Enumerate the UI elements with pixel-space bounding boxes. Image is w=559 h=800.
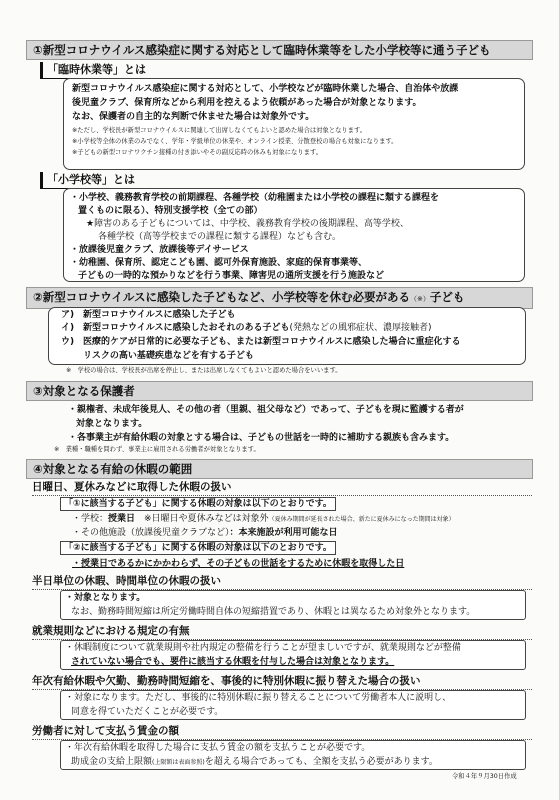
rinji-line: 後児童クラブ、保育所などから利用を控えるよう依頼があった場合が対象となります。 — [72, 98, 422, 108]
rinji-box — [63, 78, 525, 170]
e-box — [60, 740, 526, 770]
section2-note: ※ 学校の場合は、学校長が出席を停止し、または出席しなくてもよいと認めた場合をいいます。 — [66, 367, 342, 374]
section4-header: ④対象となる有給の休暇の範囲 — [26, 459, 533, 479]
item-text: 新型コロナウイルスに感染した子ども — [83, 310, 236, 320]
item-marker: ウ) — [61, 337, 75, 347]
d-line: 同意を得ていただくことが必要です。 — [71, 707, 224, 717]
a2-line1: ・授業日であるかにかかわらず、その子どもの世話をするために休暇を取得した日 — [72, 559, 405, 569]
s4-sub-e-title: 労働者に対して支払う賃金の額 — [32, 724, 532, 740]
s4-sub-d-title: 年次有給休暇や欠勤、勤務時間短縮を、事後的に特別休暇に振り替えた場合の扱い — [32, 674, 532, 690]
section2-box — [48, 307, 526, 365]
rinji-note: ※ただし、学校長が新型コロナウイルスに関連して出席しなくてもよいと認めた場合は対象となります。 — [72, 127, 367, 134]
shogakko-line: ★障害のある子どもについては、中学校、義務教育学校の後期課程、高等学校、 — [86, 219, 409, 229]
item-text: 新型コロナウイルスに感染したおそれのある子ども(発熱などの風邪症状、濃厚接触者) — [83, 323, 432, 333]
a1-line2: ・その他施設（放課後児童クラブなど）：本来施設が利用可能な日 — [72, 528, 338, 538]
b-line: なお、勤務時間短縮は所定労働時間自体の短縮措置であり、休暇とは異なるため対象外となります。 — [71, 607, 476, 617]
rinji-line: 新型コロナウイルス感染症に関する対応として、小学校などが臨時休業した場合、自治体や放課 — [72, 84, 459, 94]
d-line: ・対象になります。ただし、事後的に特別休暇に振り替えることについて労働者本人に説明し、 — [65, 693, 452, 703]
s3-line: 対象となります。 — [76, 419, 148, 429]
section3-header: ③対象となる保護者 — [26, 381, 533, 401]
d-box — [60, 690, 526, 720]
b-box — [60, 590, 526, 620]
shogakko-line: ・放課後児童クラブ、放課後等デイサービス — [70, 245, 249, 255]
creation-date: 令和４年９月30日作成 — [452, 773, 517, 780]
s3-note: ※ 業種・職種を問わず、事業主に雇用される労働者が対象となります。 — [54, 446, 260, 453]
section2-header: ②新型コロナウイルスに感染した子どもなど、小学校等を休む必要がある（※）子ども — [26, 287, 533, 309]
shogakko-line: 子どもの一時的な預かりなどを行う事業、障害児の通所支援を行う施設など — [78, 271, 385, 281]
c-line: されていない場合でも、要件に該当する休暇を付与した場合は対象となります。 — [71, 657, 395, 667]
shogakko-box — [63, 188, 525, 282]
shogakko-line: ・幼稚園、保育所、認定こども園、認可外保育施設、家庭的保育事業等、 — [70, 258, 368, 268]
s3-line: ・各事業主が有給休暇の対象とする場合は、子どもの世話を一時的に補助する親族も含みます。 — [68, 433, 455, 443]
rinji-label: 「臨時休業等」とは — [40, 62, 146, 79]
a2-head: 「②に該当する子ども」に関する休暇の対象は以下のとおりです。 — [60, 541, 336, 555]
section1-header: ①新型コロナウイルス感染症に関する対応として臨時休業等をした小学校等に通う子ども — [26, 40, 533, 60]
e-line: 助成金の支給上限額(上限額は表面参照)を超える場合であっても、全額を支払う必要があります。 — [71, 757, 438, 767]
shogakko-label: 「小学校等」とは — [40, 172, 135, 189]
c-line: ・休暇制度について就業規則や社内規定の整備を行うことが望ましいですが、就業規則などが整備 — [65, 643, 461, 653]
shogakko-line: ・小学校、義務教育学校の前期課程、各種学校（幼稚園または小学校の課程に類する課程を — [70, 193, 440, 203]
rinji-note: ※子どもの新型コロナワクチン接種の付き添いやその副反応時の休みも対象になります。 — [72, 149, 323, 156]
b-line: ・対象となります。 — [65, 593, 146, 603]
c-box — [60, 640, 526, 670]
s3-line: ・親権者、未成年後見人、その他の者（里親、祖父母など）であって、子どもを現に監護する者が — [68, 405, 464, 415]
s4-sub-c-title: 就業規則などにおける規定の有無 — [32, 624, 532, 640]
shogakko-line: 各種学校（高等学校までの課程に類する課程）なども含む。 — [98, 232, 342, 242]
rinji-line: なお、保護者の自主的な判断で休ませた場合は対象外です。 — [72, 112, 315, 122]
s4-sub-b-title: 半日単位の休暇、時間単位の休暇の扱い — [32, 574, 532, 590]
e-line: ・年次有給休暇を取得した場合に支払う賃金の額を支払うことが必要です。 — [65, 743, 371, 753]
item-marker: イ) — [61, 323, 75, 333]
item-marker: ア) — [61, 310, 75, 320]
a1-line1: ・学校：授業日 ※日曜日や夏休みなどは対象外（夏休み期間が延長された場合、新たに夏休みになった期間は対象） — [72, 514, 455, 524]
item-text: 医療的ケアが日常的に必要な子ども、または新型コロナウイルスに感染した場合に重症化する — [83, 337, 461, 347]
shogakko-line: 置くものに限る）、特別支援学校（全ての部） — [78, 206, 263, 216]
a1-head: 「①に該当する子ども」に関する休暇の対象は以下のとおりです。 — [60, 497, 336, 511]
rinji-note: ※小学校等全体の休業のみでなく、学年・学級単位の休業や、オンライン授業、分散登校の場合も対象になります。 — [72, 138, 398, 145]
item-text: リスクの高い基礎疾患などを有する子ども — [83, 351, 254, 361]
s4-sub-a-title: 日曜日、夏休みなどに取得した休暇の扱い — [32, 480, 532, 496]
